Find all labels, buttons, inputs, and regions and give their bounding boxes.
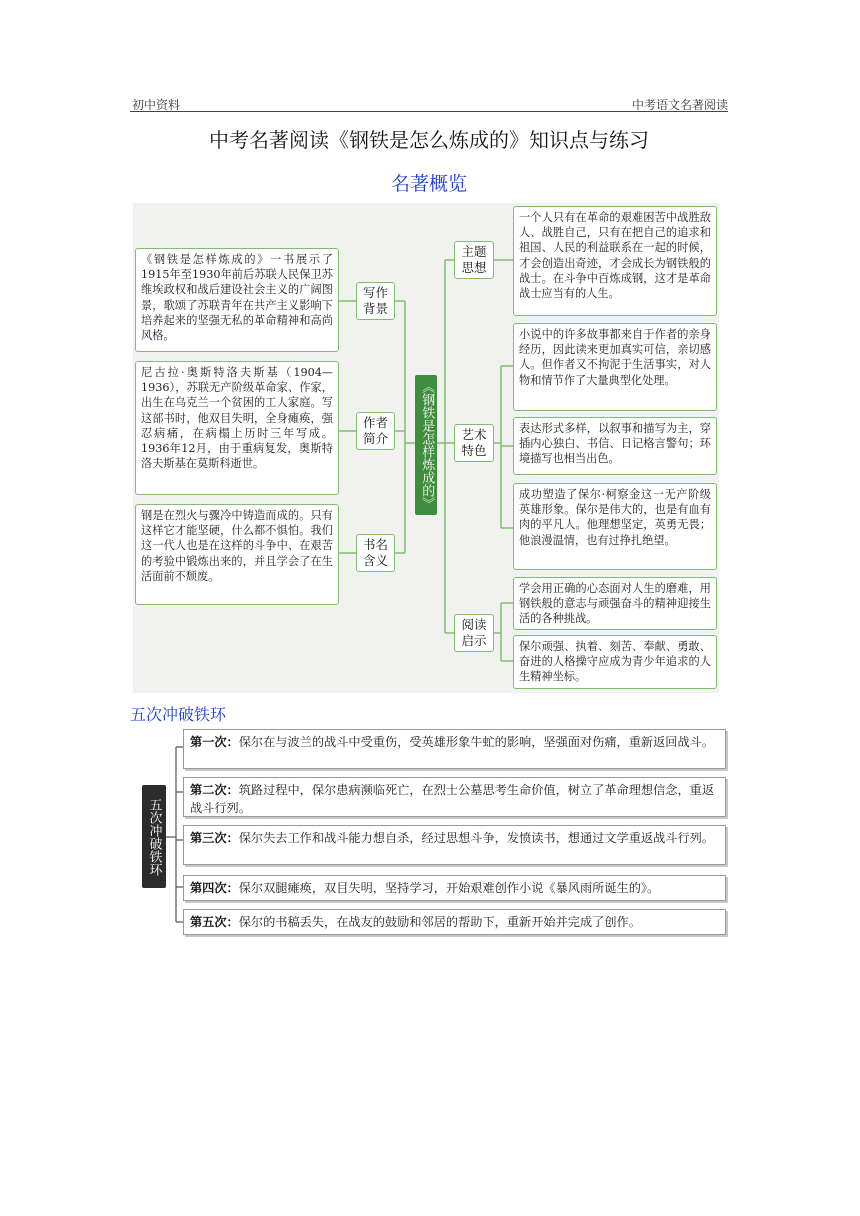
step-5-text: 保尔的书稿丢失，在战友的鼓励和邻居的帮助下，重新开始并完成了创作。	[238, 915, 641, 929]
document-title: 中考名著阅读《钢铁是怎么炼成的》知识点与练习	[209, 128, 649, 152]
step-3-text: 保尔失去工作和战斗能力想自杀，经过思想斗争，发愤读书，想通过文学重返战斗行列。	[238, 831, 715, 845]
writing-background-text: 《钢铁是怎样炼成的》一书展示了1915年至1930年前后苏联人民保卫苏维埃政权和战后建设社会主义的广阔图景，歌颂了苏联青年在共产主义影响下培养起来的坚强无私的革命精神和高尚风格。	[135, 248, 339, 352]
label-writing-background: 写作背景	[356, 282, 395, 320]
label-reading-insight: 阅读启示	[454, 614, 494, 652]
header-right: 中考语文名著阅读	[631, 98, 728, 112]
section-title-overview: 名著概览	[390, 173, 467, 195]
art-feature-text-1: 小说中的许多故事都来自于作者的亲身经历，因此读来更加真实可信，亲切感人。但作者又不拘泥于生活事实，对人物和情节作了大量典型化处理。	[513, 323, 717, 411]
overview-mind-map	[133, 203, 719, 693]
step-3-heading: 第三次：	[190, 831, 239, 845]
label-theme: 主题思想	[454, 241, 494, 279]
section-title-breakthroughs: 五次冲破铁环	[130, 705, 227, 724]
label-title-meaning: 书名含义	[356, 534, 395, 572]
step-5-heading: 第五次：	[190, 915, 239, 929]
step-2-heading: 第二次：	[190, 783, 239, 797]
step-1-text: 保尔在与波兰的战斗中受重伤，受英雄形象牛虻的影响，坚强面对伤痛，重新返回战斗。	[238, 735, 715, 749]
header-left: 初中资料	[132, 98, 181, 112]
art-feature-text-3: 成功塑造了保尔·柯察金这一无产阶级英雄形象。保尔是伟大的，也是有血有肉的平凡人。他理想坚定，英勇无畏；他浪漫温情，也有过挣扎绝望。	[513, 483, 717, 570]
label-art-features: 艺术特色	[454, 424, 494, 462]
breakthrough-step-3	[183, 825, 726, 865]
breakthrough-step-2	[183, 777, 726, 817]
art-feature-text-2: 表达形式多样，以叙事和描写为主，穿插内心独白、书信、日记格言警句；环境描写也相当出色。	[513, 417, 717, 475]
theme-text: 一个人只有在革命的艰难困苦中战胜敌人、战胜自己，只有在把自己的追求和祖国、人民的利益联系在一起的时候，才会创造出奇迹，才会成长为钢铁般的战士。在斗争中百炼成钢，这才是革命战士应当有的人生。	[513, 206, 717, 316]
step-4-heading: 第四次：	[190, 881, 239, 895]
breakthrough-step-4	[183, 875, 726, 901]
breakthrough-step-1	[183, 729, 726, 769]
reading-insight-text-1: 学会用正确的心态面对人生的磨难，用钢铁般的意志与顽强奋斗的精神迎接生活的各种挑战。	[513, 577, 717, 630]
step-4-text: 保尔双腿瘫痪，双目失明，坚持学习，开始艰难创作小说《暴风雨所诞生的》。	[238, 881, 660, 895]
breakthrough-step-5	[183, 909, 726, 935]
breakthroughs-label: 五次冲破铁环	[142, 785, 166, 888]
five-breakthroughs-diagram	[140, 727, 728, 941]
title-meaning-text: 钢是在烈火与骤冷中铸造而成的。只有这样它才能坚硬，什么都不惧怕。我们这一代人也是在这样的斗争中、在艰苦的考验中锻炼出来的，并且学会了在生活面前不颓废。	[135, 504, 339, 605]
author-intro-text: 尼古拉·奥斯特洛夫斯基（1904—1936），苏联无产阶级革命家、作家，出生在乌克兰一个贫困的工人家庭。写这部书时，他双目失明，全身瘫痪，强忍病痛，在病榻上历时三年写成。1936年12月，由于重病复发，奥斯特洛夫斯基在莫斯科逝世。	[135, 361, 339, 495]
header-divider	[130, 111, 728, 112]
book-title-center: 《钢铁是怎样炼成的》	[415, 375, 437, 515]
step-2-text: 筑路过程中，保尔患病濒临死亡，在烈士公墓思考生命价值，树立了革命理想信念，重返战斗行列。	[190, 783, 715, 815]
reading-insight-text-2: 保尔顽强、执着、刻苦、奉献、勇敢、奋进的人格操守应成为青少年追求的人生精神坐标。	[513, 635, 717, 689]
label-author-intro: 作者简介	[356, 412, 395, 450]
step-1-heading: 第一次：	[190, 735, 239, 749]
